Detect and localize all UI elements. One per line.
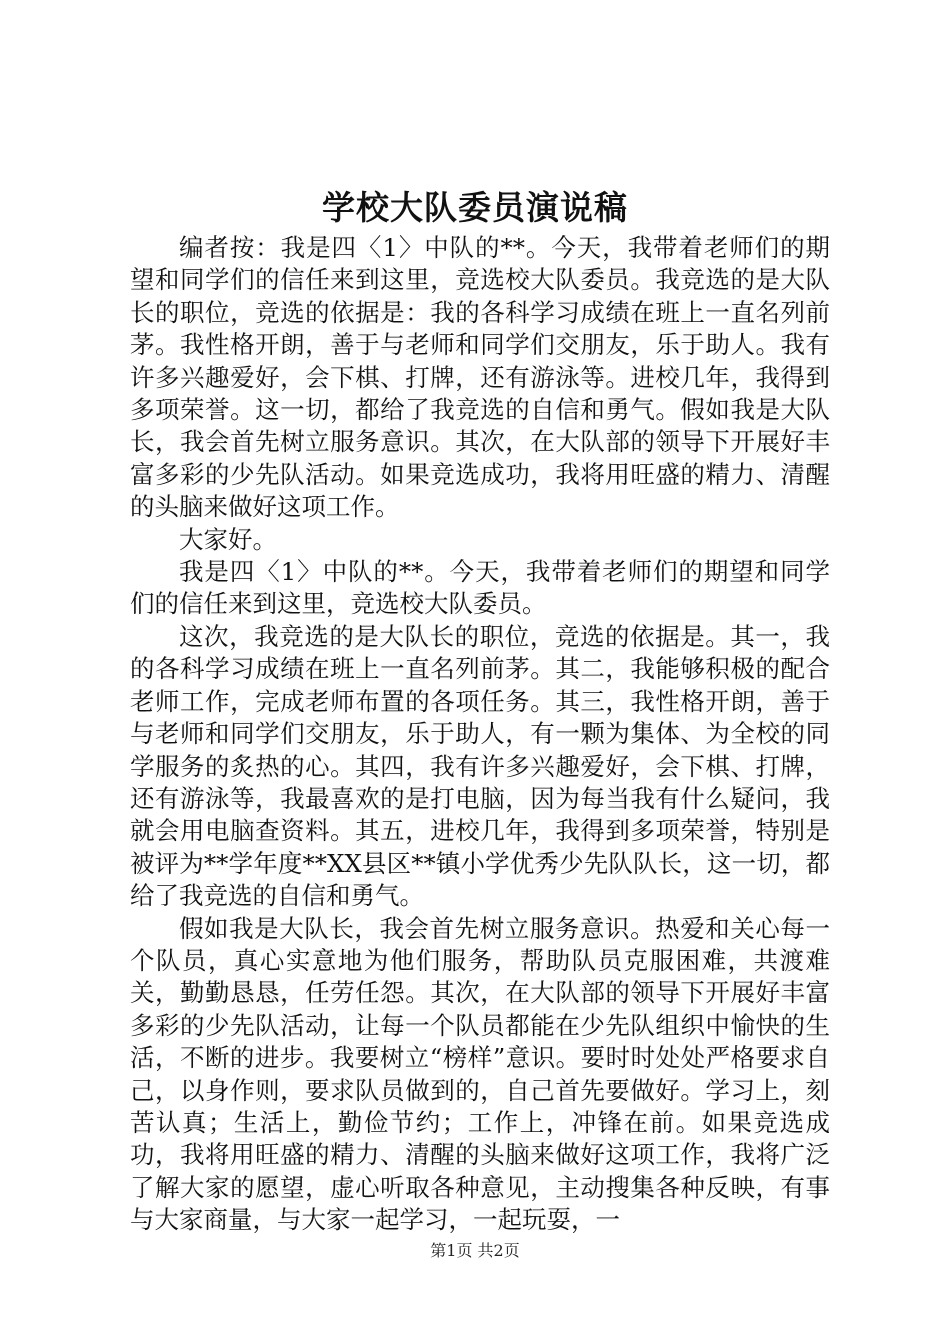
paragraph-greeting: 大家好。 <box>179 524 277 554</box>
paragraph-introduction: 我是四〈1〉中队的**。今天，我带着老师们的期望和同学们的信任来到这里，竞选校大队委员。 <box>130 557 830 619</box>
paragraph-editor-note: 编者按：我是四〈1〉中队的**。今天，我带着老师们的期望和同学们的信任来到这里，竞选校大队委员。我竞选的是大队长的职位，竞选的依据是：我的各科学习成绩在班上一直名列前茅。我性格开朗，善于与老师和同学们交朋友，乐于助人。我有许多兴趣爱好，会下棋、打牌，还有游泳等。进校几年，我得到多项荣誉。这一切，都给了我竞选的自信和勇气。假如我是大队长，我会首先树立服务意识。其次，在大队部的领导下开展好丰富多彩的少先队活动。如果竞选成功，我将用旺盛的精力、清醒的头脑来做好这项工作。 <box>130 233 830 522</box>
document-title: 学校大队委员演说稿 <box>322 188 628 227</box>
paragraph-qualifications: 这次，我竞选的是大队长的职位，竞选的依据是。其一，我的各科学习成绩在班上一直名列前茅。其二，我能够积极的配合老师工作，完成老师布置的各项任务。其三，我性格开朗，善于与老师和同学们交朋友，乐于助人，有一颗为集体、为全校的同学服务的炙热的心。其四，我有许多兴趣爱好，会下棋、打牌，还有游泳等，我最喜欢的是打电脑，因为每当我有什么疑问，我就会用电脑查资料。其五，进校几年，我得到多项荣誉，特别是被评为**学年度**XX县区**镇小学优秀少先队队长，这一切，都给了我竞选的自信和勇气。 <box>130 621 830 911</box>
paragraph-plans: 假如我是大队长，我会首先树立服务意识。热爱和关心每一个队员，真心实意地为他们服务，帮助队员克服困难，共渡难关，勤勤恳恳，任劳任怨。其次，在大队部的领导下开展好丰富多彩的少先队活动，让每一个队员都能在少先队组织中愉快的生活，不断的进步。我要树立“榜样”意识。要时时处处严格要求自己，以身作则，要求队员做到的，自己首先要做好。学习上，刻苦认真；生活上，勤俭节约；工作上，冲锋在前。如果竞选成功，我将用旺盛的精力、清醒的头脑来做好这项工作，我将广泛了解大家的愿望，虚心听取各种意见，主动搜集各种反映，有事与大家商量，与大家一起学习，一起玩耍，一 <box>130 913 830 1235</box>
document-body <box>130 232 830 1237</box>
page-number-footer: 第1页 共2页 <box>430 1241 520 1260</box>
